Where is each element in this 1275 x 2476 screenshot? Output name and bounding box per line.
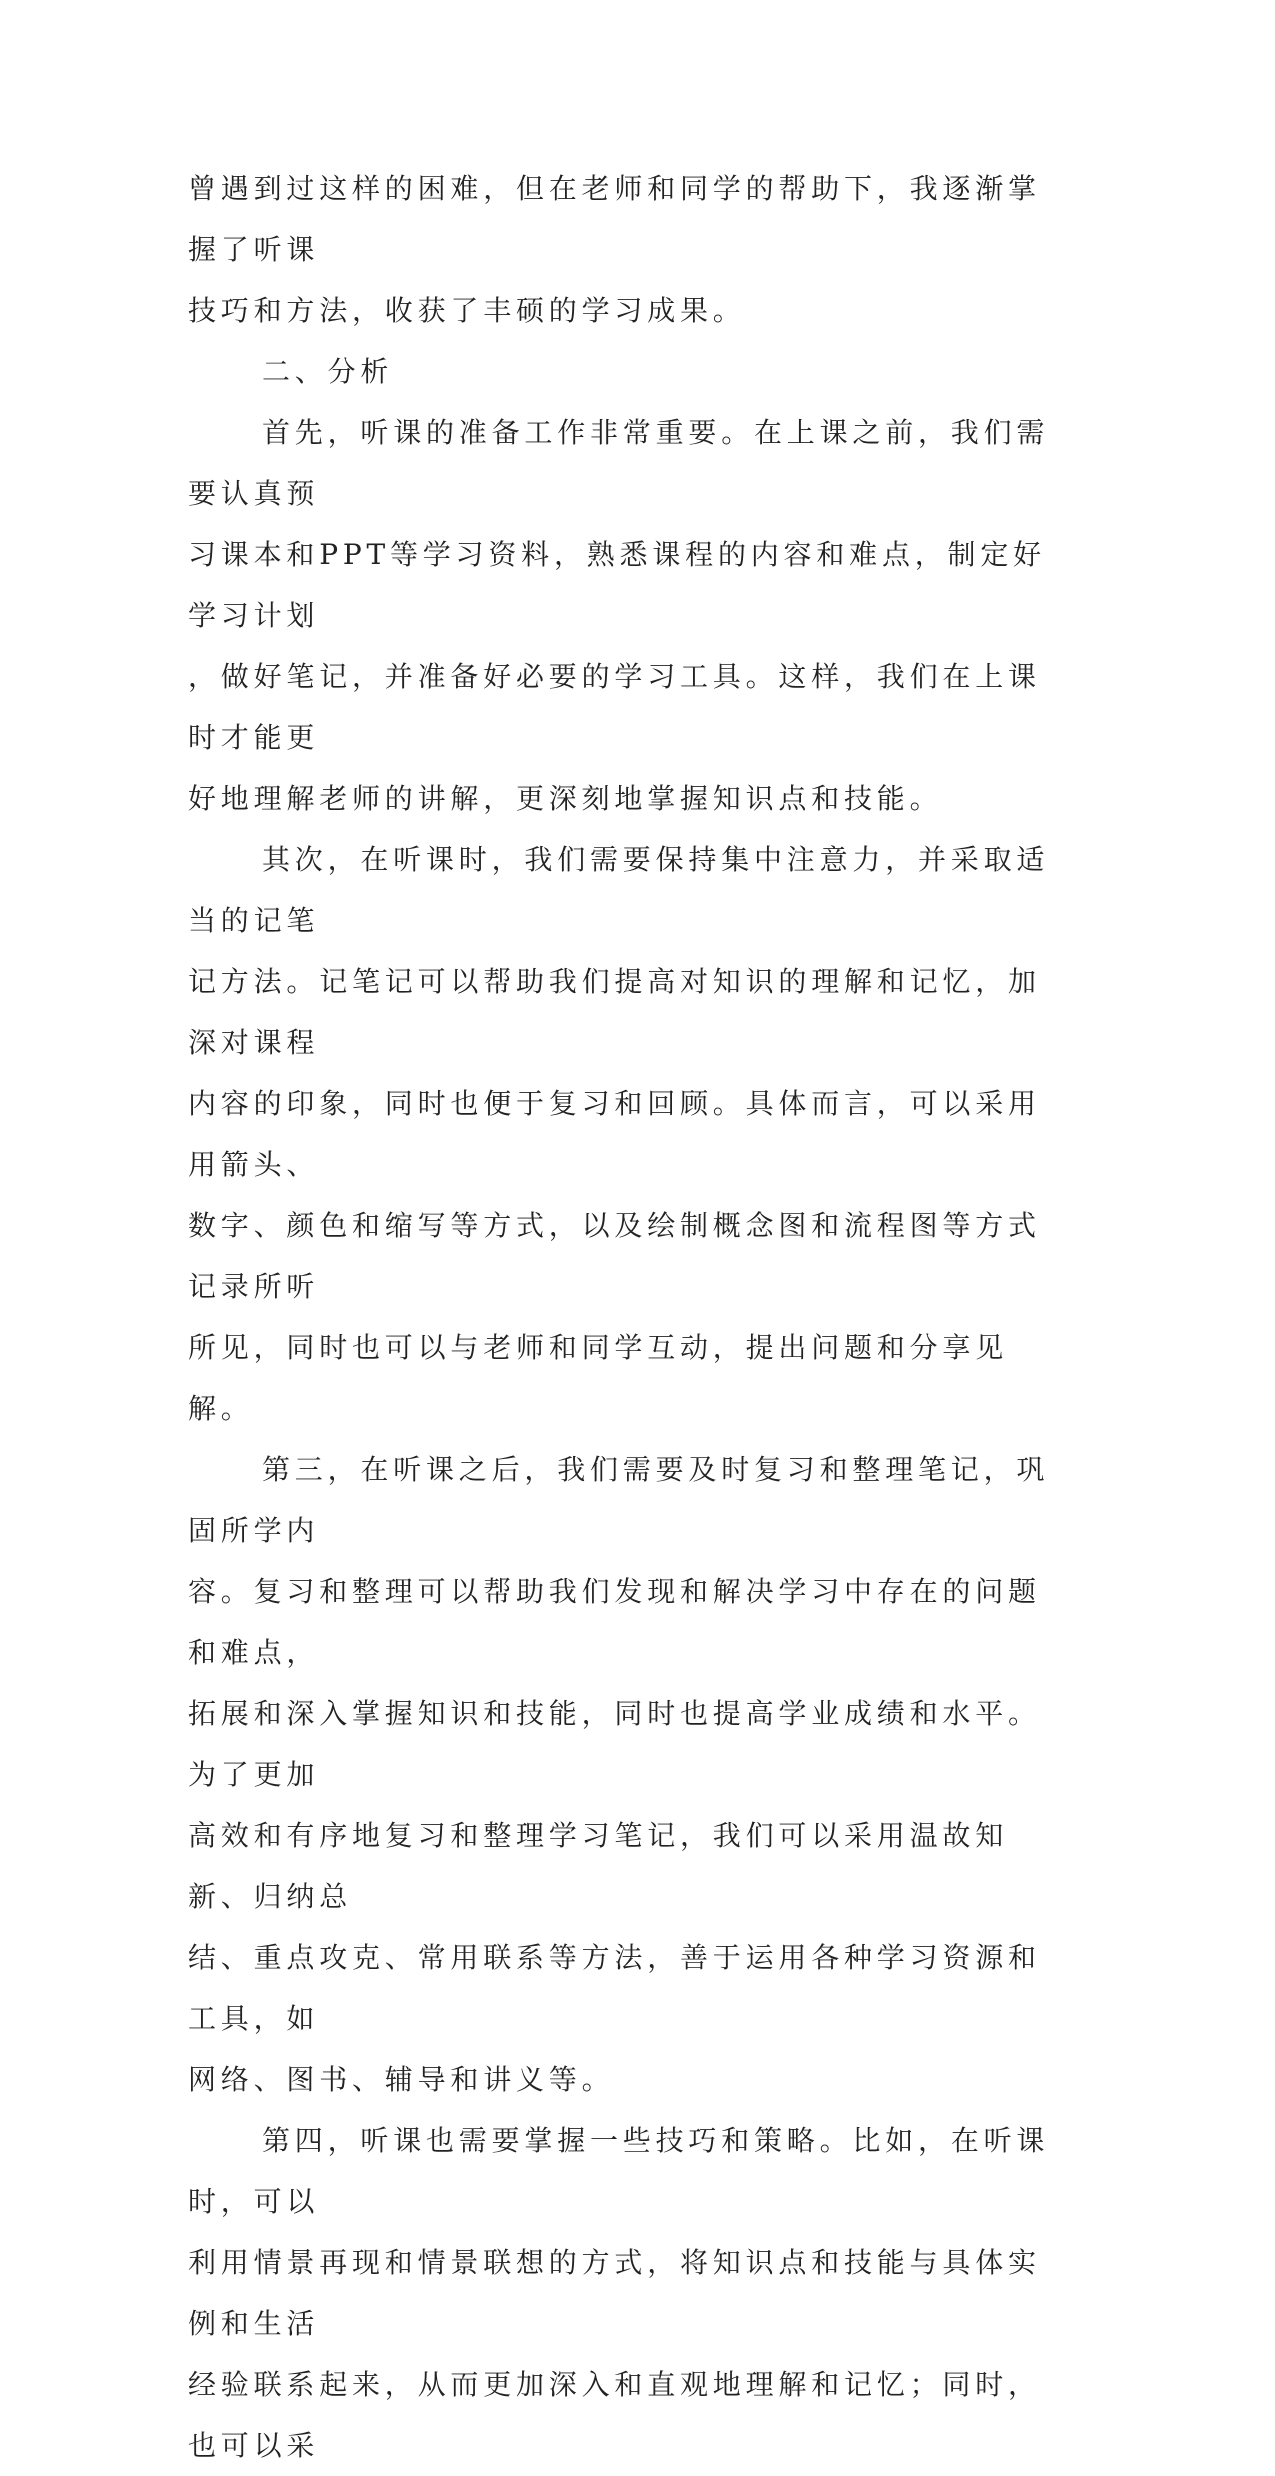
text-line: 网络、图书、辅导和讲义等。 — [188, 2063, 615, 2096]
text-line: ，做好笔记，并准备好必要的学习工具。这样，我们在上课时才能更 — [188, 660, 1041, 754]
text-line: 其次，在听课时，我们需要保持集中注意力，并采取适当的记笔 — [188, 843, 1050, 937]
text-line: 拓展和深入掌握知识和技能，同时也提高学业成绩和水平。为了更加 — [188, 1697, 1041, 1791]
text-line: 技巧和方法，收获了丰硕的学习成果。 — [188, 294, 746, 327]
text-line: 高效和有序地复习和整理学习笔记，我们可以采用温故知新、归纳总 — [188, 1819, 1009, 1913]
text-line: 曾遇到过这样的困难，但在老师和同学的帮助下，我逐渐掌握了听课 — [188, 172, 1041, 266]
text-line: 习课本和PPT等学习资料，熟悉课程的内容和难点，制定好学习计划 — [188, 538, 1046, 632]
text-line: 好地理解老师的讲解，更深刻地掌握知识点和技能。 — [188, 782, 943, 815]
text-line: 第三，在听课之后，我们需要及时复习和整理笔记，巩固所学内 — [188, 1453, 1050, 1547]
document-body — [188, 158, 1068, 2476]
paragraph-continuation — [188, 158, 1068, 341]
text-line: 第四，听课也需要掌握一些技巧和策略。比如，在听课时，可以 — [188, 2124, 1050, 2218]
text-line: 数字、颜色和缩写等方式，以及绘制概念图和流程图等方式记录所听 — [188, 1209, 1041, 1303]
paragraph-second — [188, 829, 1068, 1439]
text-line: 经验联系起来，从而更加深入和直观地理解和记忆；同时，也可以采 — [188, 2368, 1041, 2462]
text-line: 内容的印象，同时也便于复习和回顾。具体而言，可以采用用箭头、 — [188, 1087, 1041, 1181]
text-line: 所见，同时也可以与老师和同学互动，提出问题和分享见解。 — [188, 1331, 1009, 1425]
section-heading-analysis — [188, 341, 1068, 402]
text-line: 记方法。记笔记可以帮助我们提高对知识的理解和记忆，加深对课程 — [188, 965, 1041, 1059]
text-line: 容。复习和整理可以帮助我们发现和解决学习中存在的问题和难点， — [188, 1575, 1041, 1669]
text-line: 二、分析 — [262, 355, 394, 388]
paragraph-first — [188, 402, 1068, 829]
paragraph-fourth — [188, 2110, 1068, 2476]
text-line: 首先，听课的准备工作非常重要。在上课之前，我们需要认真预 — [188, 416, 1050, 510]
text-line: 结、重点攻克、常用联系等方法，善于运用各种学习资源和工具，如 — [188, 1941, 1041, 2035]
paragraph-third — [188, 1439, 1068, 2110]
text-line: 利用情景再现和情景联想的方式，将知识点和技能与具体实例和生活 — [188, 2246, 1041, 2340]
